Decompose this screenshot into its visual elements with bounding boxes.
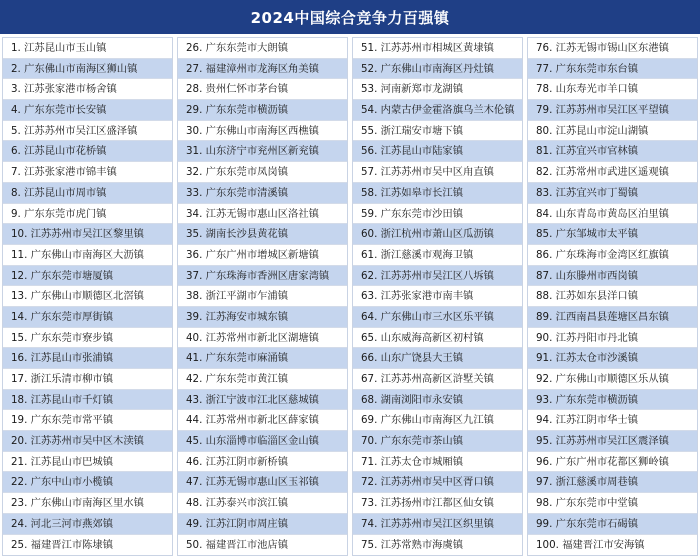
- ranking-row: 7. 江苏张家港市锦丰镇: [3, 162, 172, 183]
- ranking-row: 77. 广东东莞市东台镇: [528, 59, 697, 80]
- ranking-row: 5. 江苏苏州市吴江区盛泽镇: [3, 121, 172, 142]
- ranking-row: 59. 广东东莞市沙田镇: [353, 204, 522, 225]
- ranking-row: 94. 江苏江阴市华士镇: [528, 410, 697, 431]
- ranking-row: 29. 广东东莞市横沥镇: [178, 100, 347, 121]
- ranking-row: 12. 广东东莞市塘厦镇: [3, 266, 172, 287]
- ranking-row: 36. 广东广州市增城区新塘镇: [178, 245, 347, 266]
- ranking-row: 24. 河北三河市燕郊镇: [3, 514, 172, 535]
- ranking-column: [177, 37, 348, 556]
- ranking-row: 81. 江苏宜兴市官林镇: [528, 141, 697, 162]
- ranking-row: 30. 广东佛山市南海区西樵镇: [178, 121, 347, 142]
- ranking-row: 37. 广东珠海市香洲区唐家湾镇: [178, 266, 347, 287]
- ranking-row: 49. 江苏江阴市周庄镇: [178, 514, 347, 535]
- ranking-row: 17. 浙江乐清市柳市镇: [3, 369, 172, 390]
- ranking-column: [352, 37, 523, 556]
- ranking-row: 76. 江苏无锡市锡山区东港镇: [528, 38, 697, 59]
- ranking-row: 89. 江西南昌县莲塘区昌东镇: [528, 307, 697, 328]
- ranking-row: 15. 广东东莞市寮步镇: [3, 328, 172, 349]
- ranking-row: 57. 江苏苏州市吴中区甪直镇: [353, 162, 522, 183]
- ranking-row: 95. 江苏苏州市吴江区震泽镇: [528, 431, 697, 452]
- ranking-row: 56. 江苏昆山市陆家镇: [353, 141, 522, 162]
- ranking-row: 26. 广东东莞市大朗镇: [178, 38, 347, 59]
- ranking-row: 60. 浙江杭州市萧山区瓜沥镇: [353, 224, 522, 245]
- ranking-row: 41. 广东东莞市麻涌镇: [178, 348, 347, 369]
- ranking-row: 65. 山东威海高新区初村镇: [353, 328, 522, 349]
- ranking-row: 100. 福建晋江市安海镇: [536, 538, 645, 551]
- ranking-row: 39. 江苏海安市城东镇: [178, 307, 347, 328]
- ranking-grid: [2, 37, 698, 556]
- ranking-row: 84. 山东青岛市黄岛区泊里镇: [528, 204, 697, 225]
- ranking-row: 4. 广东东莞市长安镇: [3, 100, 172, 121]
- ranking-row: 61. 浙江慈溪市观海卫镇: [353, 245, 522, 266]
- ranking-column: [2, 37, 173, 556]
- ranking-row: 55. 浙江瑞安市塘下镇: [353, 121, 522, 142]
- ranking-row: 85. 广东邹城市太平镇: [528, 224, 697, 245]
- ranking-row: 71. 江苏太仓市城厢镇: [353, 452, 522, 473]
- ranking-row: 54. 内蒙古伊金霍洛旗乌兰木伦镇: [353, 100, 522, 121]
- ranking-row: 22. 广东中山市小榄镇: [3, 472, 172, 493]
- ranking-row: 63. 江苏张家港市南丰镇: [353, 286, 522, 307]
- ranking-row: 35. 湖南长沙县黄花镇: [178, 224, 347, 245]
- ranking-row: 14. 广东东莞市厚街镇: [3, 307, 172, 328]
- ranking-row: 11. 广东佛山市南海区大沥镇: [3, 245, 172, 266]
- ranking-row: 78. 山东寿光市羊口镇: [528, 79, 697, 100]
- ranking-row: 2. 广东佛山市南海区狮山镇: [3, 59, 172, 80]
- ranking-row: 6. 江苏昆山市花桥镇: [3, 141, 172, 162]
- ranking-row: 68. 湖南浏阳市永安镇: [353, 390, 522, 411]
- ranking-row: 34. 江苏无锡市惠山区洛社镇: [178, 204, 347, 225]
- ranking-row: 18. 江苏昆山市千灯镇: [3, 390, 172, 411]
- ranking-row: 83. 江苏宜兴市丁蜀镇: [528, 183, 697, 204]
- ranking-row: 28. 贵州仁怀市茅台镇: [178, 79, 347, 100]
- ranking-row: 53. 河南新郑市龙湖镇: [353, 79, 522, 100]
- ranking-row: 42. 广东东莞市黄江镇: [178, 369, 347, 390]
- ranking-row: 51. 江苏苏州市相城区黄埭镇: [353, 38, 522, 59]
- ranking-row: 67. 江苏苏州高新区浒墅关镇: [353, 369, 522, 390]
- ranking-row: 47. 江苏无锡市惠山区玉祁镇: [178, 472, 347, 493]
- ranking-row: 16. 江苏昆山市张浦镇: [3, 348, 172, 369]
- ranking-row: 8. 江苏昆山市周市镇: [3, 183, 172, 204]
- ranking-row: 74. 江苏苏州市吴江区织里镇: [353, 514, 522, 535]
- ranking-row: 58. 江苏如皋市长江镇: [353, 183, 522, 204]
- ranking-column: [527, 37, 698, 556]
- ranking-row: 25. 福建晋江市陈埭镇: [11, 538, 114, 551]
- ranking-row: 98. 广东东莞市中堂镇: [528, 493, 697, 514]
- ranking-row: 87. 山东滕州市西岗镇: [528, 266, 697, 287]
- ranking-row: 21. 江苏昆山市巴城镇: [3, 452, 172, 473]
- ranking-row: 91. 江苏太仓市沙溪镇: [528, 348, 697, 369]
- ranking-row: 75. 江苏常熟市海虞镇: [361, 538, 464, 551]
- ranking-row: 66. 山东广饶县大王镇: [353, 348, 522, 369]
- ranking-row: 1. 江苏昆山市玉山镇: [3, 38, 172, 59]
- ranking-row: 3. 江苏张家港市杨舍镇: [3, 79, 172, 100]
- ranking-row: 90. 江苏丹阳市丹北镇: [528, 328, 697, 349]
- ranking-row: 92. 广东佛山市顺德区乐从镇: [528, 369, 697, 390]
- ranking-row: 93. 广东东莞市横沥镇: [528, 390, 697, 411]
- ranking-row: 9. 广东东莞市虎门镇: [3, 204, 172, 225]
- ranking-row: 69. 广东佛山市南海区九江镇: [353, 410, 522, 431]
- ranking-row: 80. 江苏昆山市淀山湖镇: [528, 121, 697, 142]
- ranking-row: 97. 浙江慈溪市周巷镇: [528, 472, 697, 493]
- ranking-row: 38. 浙江平湖市乍浦镇: [178, 286, 347, 307]
- ranking-row: 48. 江苏泰兴市滨江镇: [178, 493, 347, 514]
- ranking-row: 99. 广东东莞市石碣镇: [528, 514, 697, 535]
- ranking-row: 44. 江苏常州市新北区薛家镇: [178, 410, 347, 431]
- ranking-row: 19. 广东东莞市常平镇: [3, 410, 172, 431]
- ranking-row: 64. 广东佛山市三水区乐平镇: [353, 307, 522, 328]
- ranking-row: 73. 江苏扬州市江都区仙女镇: [353, 493, 522, 514]
- ranking-row: 96. 广东广州市花都区狮岭镇: [528, 452, 697, 473]
- ranking-row: 27. 福建漳州市龙海区角美镇: [178, 59, 347, 80]
- ranking-row: 10. 江苏苏州市吴江区黎里镇: [3, 224, 172, 245]
- ranking-row: 50. 福建晋江市池店镇: [186, 538, 289, 551]
- ranking-row: 40. 江苏常州市新北区湖塘镇: [178, 328, 347, 349]
- page-title: 2024中国综合竞争力百强镇: [0, 0, 700, 34]
- ranking-row: 79. 江苏苏州市吴江区平望镇: [528, 100, 697, 121]
- ranking-row: 31. 山东济宁市兖州区新兖镇: [178, 141, 347, 162]
- ranking-row: 20. 江苏苏州市吴中区木渎镇: [3, 431, 172, 452]
- ranking-row: 72. 江苏苏州市吴中区胥口镇: [353, 472, 522, 493]
- ranking-row: 62. 江苏苏州市吴江区八坼镇: [353, 266, 522, 287]
- ranking-row: 86. 广东珠海市金湾区红旗镇: [528, 245, 697, 266]
- ranking-row: 52. 广东佛山市南海区丹灶镇: [353, 59, 522, 80]
- ranking-row: 70. 广东东莞市茶山镇: [353, 431, 522, 452]
- ranking-row: 88. 江苏如东县洋口镇: [528, 286, 697, 307]
- ranking-row: 23. 广东佛山市南海区里水镇: [3, 493, 172, 514]
- ranking-row: 82. 江苏常州市武进区遥观镇: [528, 162, 697, 183]
- ranking-row: 32. 广东东莞市凤岗镇: [178, 162, 347, 183]
- ranking-row: 33. 广东东莞市清溪镇: [178, 183, 347, 204]
- ranking-row: 46. 江苏江阴市新桥镇: [178, 452, 347, 473]
- ranking-row: 13. 广东佛山市顺德区北滘镇: [3, 286, 172, 307]
- ranking-row: 45. 山东淄博市临淄区金山镇: [178, 431, 347, 452]
- ranking-row: 43. 浙江宁波市江北区慈城镇: [178, 390, 347, 411]
